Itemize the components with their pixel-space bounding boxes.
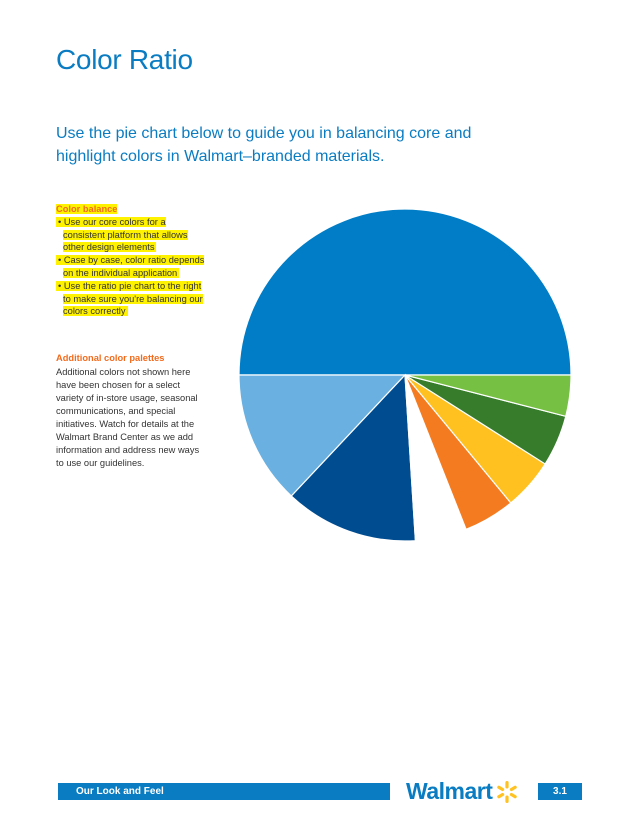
walmart-spark-icon [495,780,519,804]
color-balance-heading: Color balance [56,204,118,214]
footer-section-label: Our Look and Feel [58,783,390,800]
page-intro: Use the pie chart below to guide you in balancing core and highlight colors in Walmart–branded materials. [56,125,472,165]
color-balance-item: • Use the ratio pie chart to the right to make sure you're balancing our colors correctly [58,280,203,317]
additional-palettes-heading: Additional color palettes [56,353,165,363]
page-number: 3.1 [538,783,582,800]
color-balance-item: • Case by case, color ratio depends on the individual application [58,255,205,278]
page-title: Color Ratio [56,44,193,75]
additional-palettes-body: Additional colors not shown here have been chosen for a select variety of in-store usage, seasonal communications, and special initiatives. Watch for details at the Walmart Brand Center as we add information and address new ways to use our guidelines. [56,367,200,468]
walmart-logo [406,778,519,805]
color-balance-section [56,203,206,318]
additional-palettes-section [56,352,201,470]
pie-slice-1 [239,209,571,375]
walmart-wordmark: Walmart [406,778,493,804]
color-balance-item: • Use our core colors for a consistent platform that allows other design elements [58,216,188,253]
color-balance-list [56,216,206,318]
color-ratio-pie-chart [230,200,580,550]
